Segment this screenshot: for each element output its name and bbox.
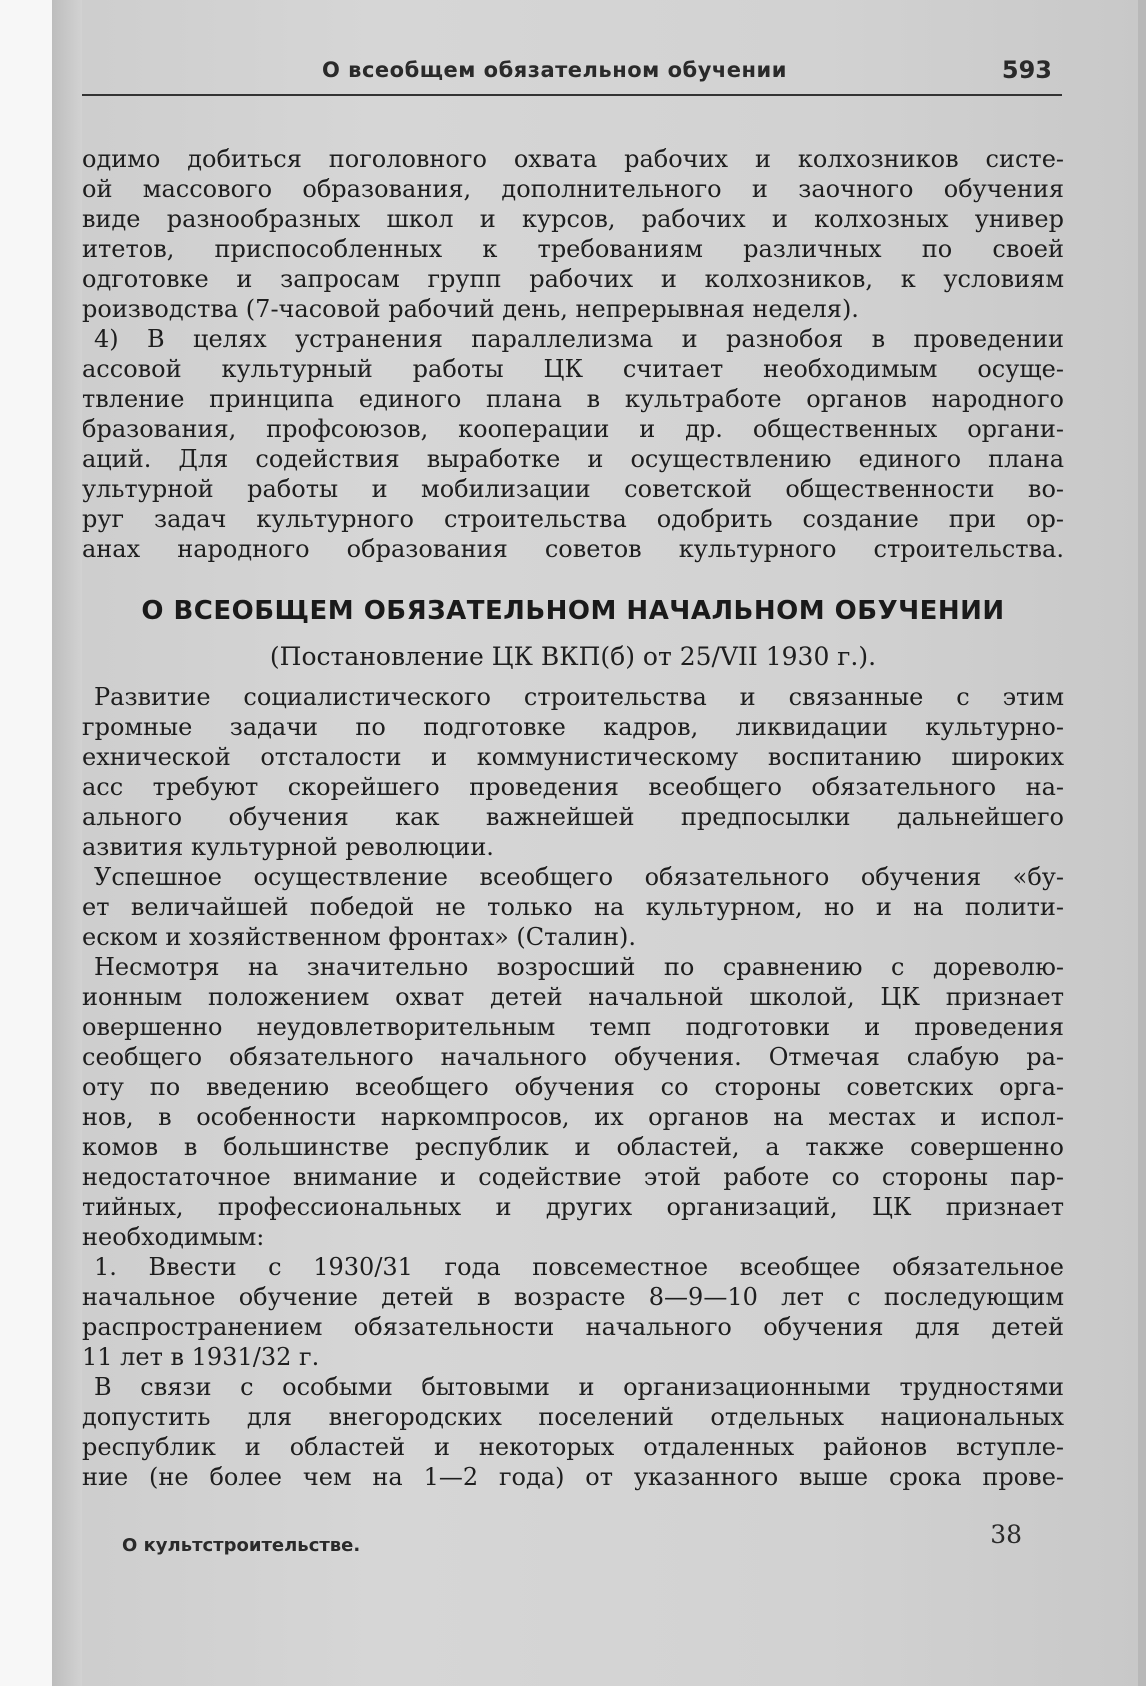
text-line: Развитие социалистического строительства и связанные с этим bbox=[94, 683, 1064, 711]
text-line: азвития культурной революции. bbox=[82, 833, 494, 861]
text-line: 1. Ввести с 1930/31 года повсеместное всеобщее обязательное bbox=[94, 1253, 1064, 1281]
text-line: аций. Для содействия выработке и осуществлению единого плана bbox=[82, 445, 1064, 473]
footer-note: О культстроительстве. bbox=[122, 1535, 361, 1556]
text-line: твление принципа единого плана в культработе органов народного bbox=[82, 385, 1064, 413]
text-line: асс требуют скорейшего проведения всеобщего обязательного на- bbox=[82, 773, 1064, 801]
text-line: 11 лет в 1931/32 г. bbox=[82, 1343, 320, 1371]
running-header bbox=[82, 52, 1062, 96]
text-line: ехнической отсталости и коммунистическому воспитанию широких bbox=[82, 743, 1064, 771]
book-page bbox=[52, 0, 1146, 1686]
text-line: В связи с особыми бытовыми и организационными трудностями bbox=[94, 1373, 1064, 1401]
text-line: нов, в особенности наркомпросов, их органов на местах и испол- bbox=[82, 1103, 1064, 1131]
text-line: овершенно неудовлетворительным темп подготовки и проведения bbox=[82, 1013, 1064, 1041]
page-number: 593 bbox=[1001, 56, 1052, 84]
text-line: роизводства (7-часовой рабочий день, непрерывная неделя). bbox=[82, 295, 859, 323]
section-heading: О ВСЕОБЩЕМ ОБЯЗАТЕЛЬНОМ НАЧАЛЬНОМ ОБУЧЕНИИ bbox=[141, 596, 1005, 626]
text-line: ального обучения как важнейшей предпосылки дальнейшего bbox=[82, 803, 1064, 831]
text-line: итетов, приспособленных к требованиям различных по своей bbox=[82, 235, 1064, 263]
text-line: 4) В целях устранения параллелизма и разнобоя в проведении bbox=[94, 325, 1064, 353]
page-binding-shadow bbox=[52, 0, 82, 1686]
text-line: анах народного образования советов культурного строительства. bbox=[82, 535, 1064, 563]
text-line: недостаточное внимание и содействие этой работе со стороны пар- bbox=[82, 1163, 1064, 1191]
text-line: республик и областей и некоторых отдаленных районов вступле- bbox=[82, 1433, 1064, 1461]
text-line: ассовой культурный работы ЦК считает необходимым осуще- bbox=[82, 355, 1064, 383]
text-line: громные задачи по подготовке кадров, ликвидации культурно- bbox=[82, 713, 1064, 741]
text-line: бразования, профсоюзов, кооперации и др. общественных органи- bbox=[82, 415, 1064, 443]
section2-text bbox=[82, 682, 1064, 1492]
text-line: еском и хозяйственном фронтах» (Сталин). bbox=[82, 923, 636, 951]
text-line: одимо добиться поголовного охвата рабочих и колхозников систе- bbox=[82, 145, 1064, 173]
text-line: Несмотря на значительно возросший по сравнению с дореволю- bbox=[94, 953, 1064, 981]
text-line: оту по введению всеобщего обучения со стороны советских орга- bbox=[82, 1073, 1064, 1101]
text-line: Успешное осуществление всеобщего обязательного обучения «бу- bbox=[94, 863, 1064, 891]
text-line: ультурной работы и мобилизации советской общественности во- bbox=[82, 475, 1064, 503]
signature-mark: 38 bbox=[990, 1520, 1022, 1549]
text-line: виде разнообразных школ и курсов, рабочих и колхозных универ bbox=[82, 205, 1064, 233]
text-line: тийных, профессиональных и других организаций, ЦК признает bbox=[82, 1193, 1064, 1221]
section-subheading: (Постановление ЦК ВКП(б) от 25/VII 1930 г.). bbox=[269, 642, 877, 671]
text-line: комов в большинстве республик и областей, а также совершенно bbox=[82, 1133, 1064, 1161]
page-right-edge bbox=[1138, 0, 1146, 1686]
text-line: ние (не более чем на 1—2 года) от указанного выше срока прове- bbox=[82, 1463, 1064, 1491]
text-line: руг задач культурного строительства одобрить создание при ор- bbox=[82, 505, 1064, 533]
text-line: сеобщего обязательного начального обучения. Отмечая слабую ра- bbox=[82, 1043, 1064, 1071]
text-line: одготовке и запросам групп рабочих и колхозников, к условиям bbox=[82, 265, 1064, 293]
running-title: О всеобщем обязательном обучении bbox=[322, 58, 787, 82]
text-line: ет величайшей победой не только на культурном, но и на полити- bbox=[82, 893, 1064, 921]
text-line: ой массового образования, дополнительного и заочного обучения bbox=[82, 175, 1064, 203]
text-line: ионным положением охват детей начальной школой, ЦК признает bbox=[82, 983, 1064, 1011]
text-line: необходимым: bbox=[82, 1223, 265, 1251]
text-line: распространением обязательности начального обучения для детей bbox=[82, 1313, 1064, 1341]
section1-text bbox=[82, 144, 1064, 564]
text-line: начальное обучение детей в возрасте 8—9—10 лет с последующим bbox=[82, 1283, 1064, 1311]
text-line: допустить для внегородских поселений отдельных национальных bbox=[82, 1403, 1064, 1431]
